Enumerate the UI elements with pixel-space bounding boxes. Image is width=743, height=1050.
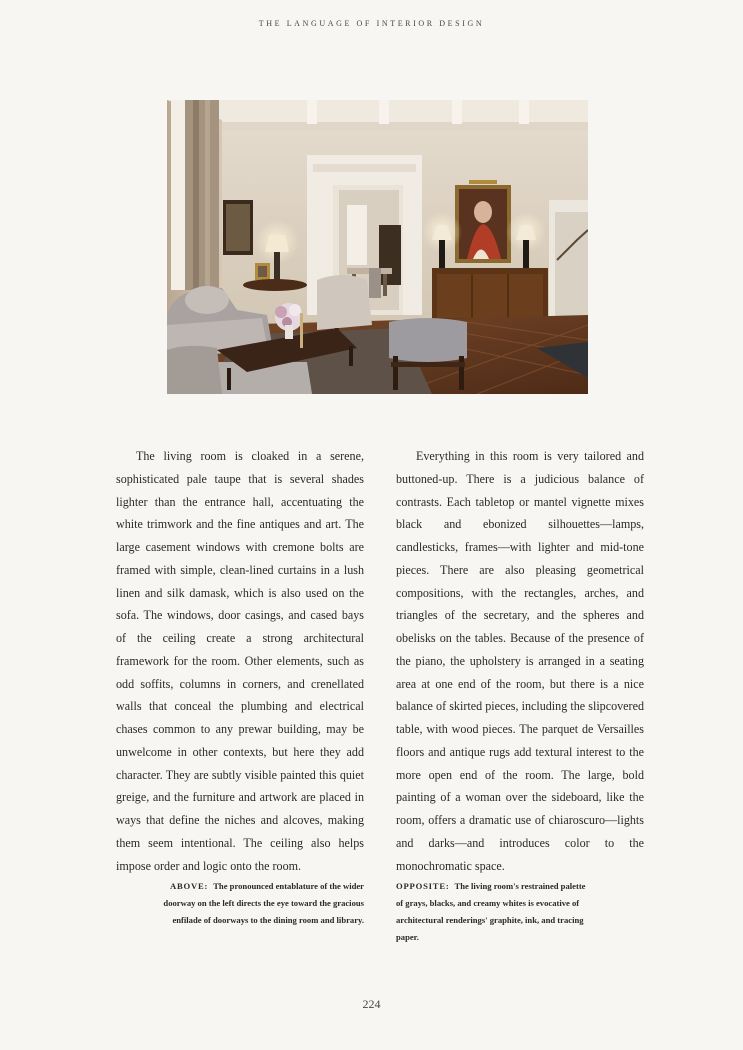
caption-opposite [396, 878, 586, 946]
body-text-right-column [396, 445, 644, 877]
caption-above-text: The pronounced entablature of the wider doorway on the left directs the eye toward the gracious enfilade of doorways to the dining room and library. [163, 881, 364, 925]
caption-opposite-label: OPPOSITE: [396, 881, 450, 891]
page-number: 224 [362, 997, 381, 1011]
caption-above-label: ABOVE: [169, 881, 209, 891]
running-head: THE LANGUAGE OF INTERIOR DESIGN [258, 19, 485, 28]
caption-opposite-text: The living room's restrained palette of grays, blacks, and creamy whites is evocative of architectural renderings' graphite, ink, and tracing paper. [396, 881, 586, 942]
body-paragraph-left: The living room is cloaked in a serene, sophisticated pale taupe that is several shades lighter than the entrance hall, accentuating the white trimwork and the fine antiques and art. The large casement windows with cremone bolts are framed with simple, clean-lined curtains in a lush linen and silk damask, which is also used on the sofa. The windows, door casings, and cased bays of the ceiling create a strong architectural framework for the room. Other elements, such as odd soffits, columns in corners, and crenellated walls that conceal the plumbing and electrical chases common to any prewar building, may be unwelcome in other contexts, but here they add character. They are subtly visible painted this quiet greige, and the furniture and artwork are placed in ways that define the niches and alcoves, making them seem intentional. The ceiling also helps impose order and logic onto the room. [116, 449, 364, 873]
body-paragraph-right: Everything in this room is very tailored and buttoned-up. There is a judicious balance of contrasts. Each tabletop or mantel vignette mixes black and ebonized silhouettes—lamps, candlesticks, frames—with lighter and mid-tone pieces. There are also pleasing geometrical compositions, with the rectangles, arches, and triangles of the secretary, and the spheres and obelisks on the tables. Because of the presence of the piano, the upholstery is arranged in a seating area at one end of the room, but there is a nice balance of skirted pieces, including the slipcovered table, with wood pieces. The parquet de Versailles floors and antique rugs add textural interest to the more open end of the room. The large, bold painting of a woman over the sideboard, like the room, offers a dramatic use of chiaroscuro—lights and darks—and introduces color to the monochromatic space. [396, 449, 644, 873]
living-room-photo [167, 100, 588, 394]
body-text-left-column [116, 445, 364, 877]
caption-above [150, 878, 364, 929]
